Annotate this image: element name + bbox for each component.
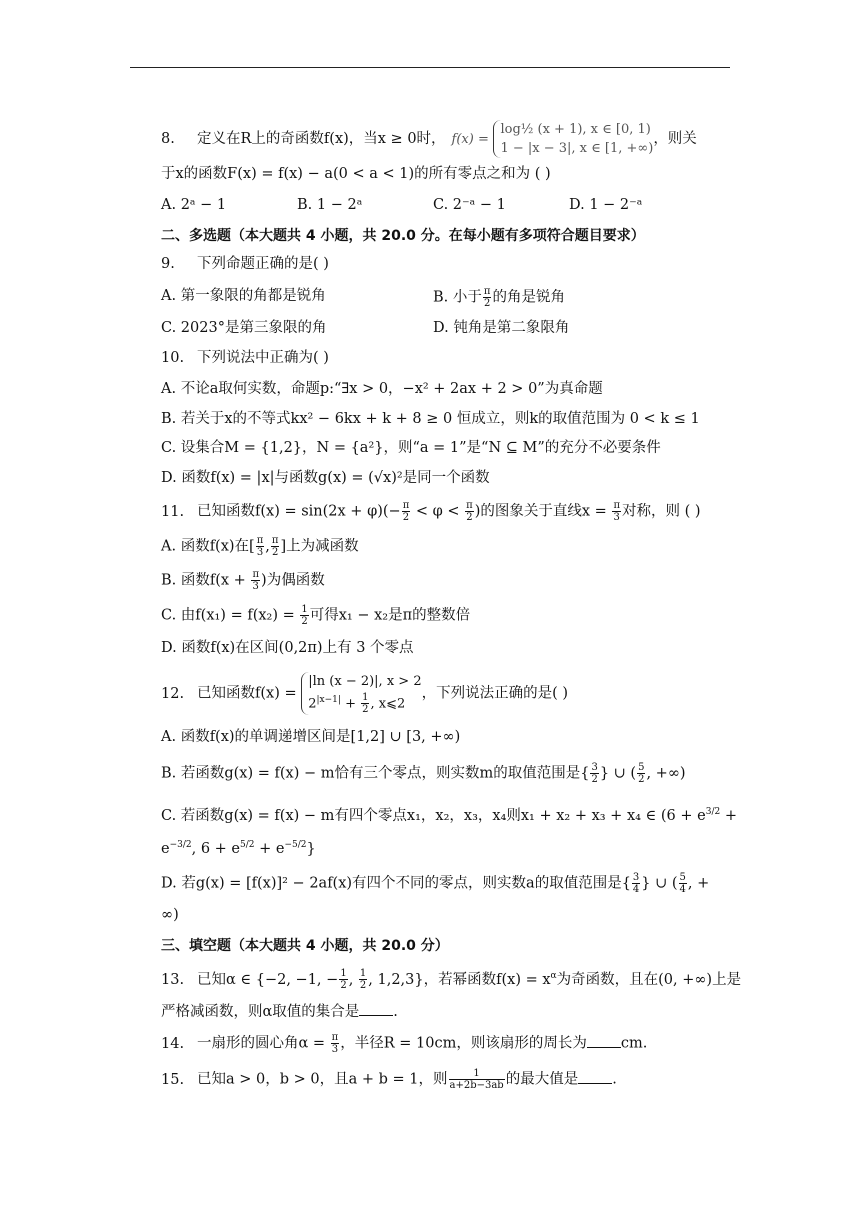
piece-case-1: |ln (x − 2)|, x > 2 <box>308 674 422 689</box>
option-c: C. 由f(x₁) = f(x₂) = $\frac{1}{2}$ 可得x₁ − x₂是π的整数倍 <box>161 604 471 627</box>
fraction: $\frac{\pi}{2}$ <box>466 500 473 523</box>
option-a: A. 函数f(x)在[ $\frac{\pi}{3}$ , $\frac{\pi}{2}$ ]上为减函数 <box>161 535 359 558</box>
section-heading-fill-in: 三、填空题（本大题共 4 小题，共 20.0 分） <box>161 938 449 954</box>
option-c: C. 2023°是第三象限的角 <box>161 320 327 336</box>
question-12-stem: 12. 已知函数f(x) = |ln (x − 2)|, x > 2 $2^{|x-1|}$ + $\frac{1}{2}$ , x⩽2 ，下列说法正确的是( ) <box>161 674 569 716</box>
question-number: 9. <box>161 256 175 272</box>
question-8-stem-cont: 于x的函数F(x) = f(x) − a(0 < a < 1)的所有零点之和为 ( ) <box>161 166 551 182</box>
option-b: B. 若关于x的不等式kx² − 6kx + k + 8 ≥ 0 恒成立，则k的取值范围为 0 < k ≤ 1 <box>161 411 700 427</box>
option-d: D. 函数f(x) = |x|与函数g(x) = (√x)²是同一个函数 <box>161 470 490 486</box>
fraction: $\frac{\pi}{2}$ <box>483 286 491 309</box>
answer-blank[interactable] <box>587 1033 621 1048</box>
question-number: 8. <box>161 131 175 147</box>
fraction: $\frac{\pi}{3}$ <box>256 535 264 558</box>
option-c: C. 设集合M = {1,2}，N = {a²}，则“a = 1”是“N ⊆ M”的充分不必要条件 <box>161 440 661 456</box>
question-text: 定义在R上的奇函数f(x)，当x ≥ 0时， <box>197 131 446 147</box>
question-8-stem <box>161 120 697 158</box>
question-text-cont: ，则关 <box>653 131 697 147</box>
piece-case-2: $2^{|x-1|}$ + $\frac{1}{2}$ , x⩽2 <box>308 692 406 716</box>
option-d-cont: ∞) <box>161 907 179 923</box>
option-b: B. 函数f(x + $\frac{\pi}{3}$ )为偶函数 <box>161 569 325 592</box>
option-a: A. 不论a取何实数，命题p:“∃x > 0，−x² + 2ax + 2 > 0”为真命题 <box>161 381 603 397</box>
piecewise-function <box>301 672 421 715</box>
piece-case-1: log½ (x + 1), x ∈ [0, 1) <box>500 122 651 137</box>
question-13-stem-cont: 严格减函数，则α取值的集合是 . <box>161 1001 398 1022</box>
question-text: 下列说法中正确为( ) <box>197 350 329 366</box>
header-rule <box>130 67 730 68</box>
option-c-cont: $e^{-3/2}$, $6 + e^{5/2} + e^{-5/2}$} <box>161 840 316 857</box>
answer-blank[interactable] <box>359 1001 393 1016</box>
question-number: 11. <box>161 503 185 520</box>
fraction: $\frac{\pi}{2}$ <box>271 535 279 558</box>
piece-case-2: 1 − |x − 3|, x ∈ [1, +∞) <box>500 141 654 156</box>
question-15-stem: 15. 已知a > 0，b > 0，且a + b = 1，则 $\frac{1}{a+2b-3ab}$ 的最大值是 . <box>161 1068 617 1091</box>
option-b: B. 小于 $\frac{\pi}{2}$ 的角是锐角 <box>433 286 565 309</box>
question-13-stem: 13. 已知α ∈ {−2, −1, − $\frac{1}{2}$ , $\frac{1}{2}$ , 1,2,3}，若幂函数$f(x) = x^\alpha$为奇函数，且在(0, +∞)上是 <box>161 968 742 992</box>
option-a: A. 函数f(x)的单调递增区间是[1,2] ∪ [3, +∞) <box>161 729 461 745</box>
option-c: C. 2⁻ᵃ − 1 <box>433 197 506 213</box>
option-c: C. 若函数g(x) = f(x) − m有四个零点x₁，x₂，x₃，x₄则x₁ + x₂ + x₃ + x₄ ∈ ($6 + e^{3/2}$ + <box>161 807 737 824</box>
question-number: 15. <box>161 1071 185 1088</box>
fraction: $\frac{\pi}{3}$ <box>613 500 621 523</box>
question-10-stem <box>161 348 329 368</box>
fraction: $\frac{\pi}{2}$ <box>402 500 410 523</box>
option-a: A. 第一象限的角都是锐角 <box>161 288 326 304</box>
question-9-stem <box>161 254 329 274</box>
option-d: D. 钝角是第二象限角 <box>433 320 570 336</box>
option-a: A. 2ᵃ − 1 <box>161 197 227 213</box>
option-b: B. 1 − 2ᵃ <box>297 197 363 213</box>
function-label: f(x) = <box>451 132 489 147</box>
piecewise-function <box>493 120 653 158</box>
question-number: 10. <box>161 350 185 366</box>
option-d: D. 若g(x) = [f(x)]² − 2af(x)有四个不同的零点，则实数a的取值范围是{ $\frac{3}{4}$ } ∪ ( $\frac{5}{4}$ , + <box>161 872 710 895</box>
fraction: $\frac{\pi}{3}$ <box>252 569 260 592</box>
fraction: $\frac{1}{2}$ <box>301 604 308 627</box>
option-b: B. 若函数g(x) = f(x) − m恰有三个零点，则实数m的取值范围是{ $\frac{3}{2}$ } ∪ ( $\frac{5}{2}$ , +∞) <box>161 762 686 785</box>
question-number: 13. <box>161 971 185 988</box>
question-11-stem: 11. 已知函数f(x) = sin(2x + φ)(− $\frac{\pi}{2}$ < φ < $\frac{\pi}{2}$ )的图象关于直线x = $\frac{\pi}{3}$ 对称，则 ( ) <box>161 500 701 523</box>
answer-blank[interactable] <box>578 1069 612 1084</box>
question-text: 下列命题正确的是( ) <box>197 256 329 272</box>
option-d: D. 函数f(x)在区间(0,2π)上有 3 个零点 <box>161 640 414 656</box>
question-14-stem: 14. 一扇形的圆心角α = $\frac{\pi}{3}$ ，半径R = 10cm，则该扇形的周长为 cm. <box>161 1032 648 1055</box>
option-d: D. 1 − 2⁻ᵃ <box>569 197 643 213</box>
question-number: 14. <box>161 1035 185 1052</box>
section-heading-multiple-choice: 二、多选题（本大题共 4 小题，共 20.0 分。在每小题有多项符合题目要求） <box>161 228 645 244</box>
question-number: 12. <box>161 685 185 702</box>
